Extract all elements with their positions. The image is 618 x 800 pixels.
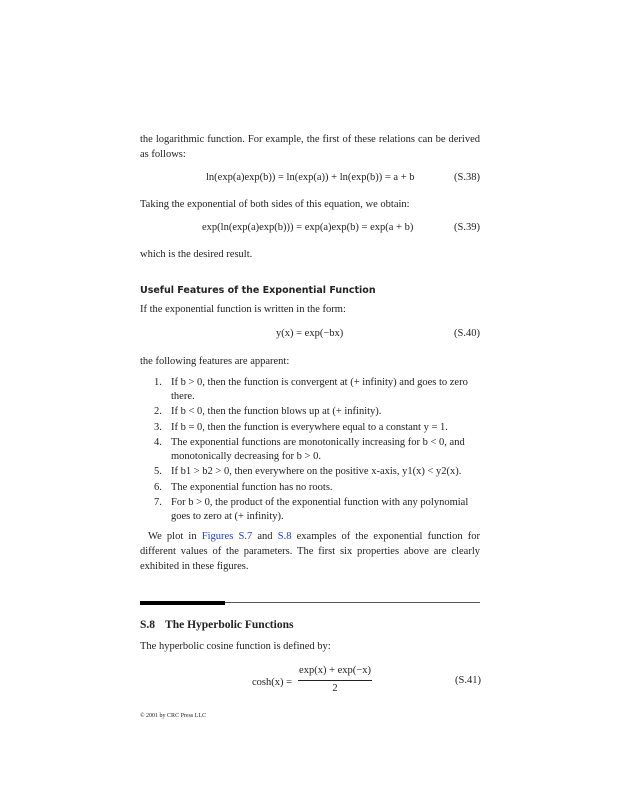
equation-s38 [140, 172, 480, 188]
copyright-footer: © 2001 by CRC Press LLC [140, 713, 207, 719]
section-title: The Hyperbolic Functions [165, 619, 294, 631]
list-item: 2. If b < 0, then the function blows up at (+ infinity). [154, 406, 382, 417]
fraction-bar [298, 680, 372, 681]
equation-number: (S.38) [454, 172, 480, 183]
figure-s7-link[interactable]: Figures S.7 [201, 531, 253, 542]
equation-s40 [140, 328, 480, 344]
features-list [140, 376, 480, 525]
equation-expression: y(x) = exp(−bx) [276, 328, 344, 339]
section-heading [140, 619, 293, 631]
paragraph-hyperbolic: The hyperbolic cosine function is defined by: [140, 641, 331, 652]
equation-lhs: cosh(x) = [252, 677, 293, 688]
list-item: 7. For b > 0, the product of the exponential function with any polynomial goes to zero at (+ infinity). [154, 497, 469, 522]
list-item: 5. If b1 > b2 > 0, then everywhere on the positive x-axis, y1(x) < y2(x). [154, 466, 462, 477]
list-item: 4. The exponential functions are monotonically increasing for b < 0, and monotonically decreasing for b > 0. [154, 437, 465, 462]
paragraph-result: which is the desired result. [140, 249, 253, 260]
section-divider-accent [140, 601, 225, 605]
equation-expression: ln(exp(a)exp(b)) = ln(exp(a)) + ln(exp(b)) = a + b [206, 172, 415, 183]
list-item: 6. The exponential function has no roots. [154, 481, 333, 493]
paragraph-form: If the exponential function is written in the form: [140, 304, 346, 315]
paragraph-intro: the logarithmic function. For example, the first of these relations can be derived as follows: [140, 134, 480, 160]
list-item: 3. If b = 0, then the function is everywhere equal to a constant y = 1. [154, 421, 448, 433]
fraction-denominator: 2 [332, 683, 338, 694]
figure-s8-link[interactable]: S.8 [277, 531, 292, 542]
equation-number: (S.40) [454, 328, 480, 339]
fraction-numerator: exp(x) + exp(−x) [299, 665, 371, 676]
equation-s39 [140, 222, 480, 238]
equation-number: (S.41) [455, 675, 481, 686]
subsection-heading: Useful Features of the Exponential Function [140, 285, 376, 296]
paragraph-apparent: the following features are apparent: [140, 356, 290, 367]
section-number: S.8 [140, 619, 156, 631]
equation-number: (S.39) [454, 222, 480, 233]
paragraph-figures: We plot in Figures S.7 and S.8 examples of the exponential function for different values of the parameters. The first six properties above are clearly exhibited in these figures. [140, 531, 480, 572]
list-item: 1. If b > 0, then the function is convergent at (+ infinity) and goes to zero there. [154, 377, 468, 402]
paragraph-exponential: Taking the exponential of both sides of this equation, we obtain: [140, 199, 410, 210]
equation-expression: exp(ln(exp(a)exp(b))) = exp(a)exp(b) = exp(a + b) [202, 222, 414, 233]
